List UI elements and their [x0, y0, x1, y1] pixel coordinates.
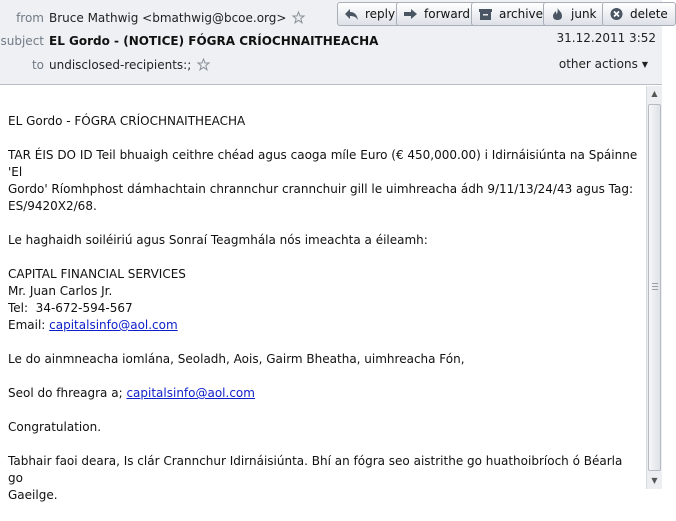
contact-block [8, 266, 638, 334]
reply-prefix: Seol do fhreagra a; [8, 386, 127, 400]
reply-arrow-icon [344, 7, 359, 21]
junk-button[interactable] [543, 2, 605, 26]
message-paragraph: TAR ÉIS DO ID Teil bhuaigh ceithre chéad agus caoga míle Euro (€ 450,000.00) i Idirnáisiúnta na Spáinne 'El Gordo' Ríomhphost dámhachtain chrannchur crannchuir gill le uimhreacha ádh 9/11/13/24/43 agus Tag: ES/9420X2/68. [8, 148, 638, 213]
forward-arrow-icon [403, 7, 418, 21]
from-row [0, 8, 300, 28]
to-value[interactable] [49, 55, 210, 75]
reply-email-link[interactable]: capitalsinfo@aol.com [126, 386, 255, 400]
company-name: CAPITAL FINANCIAL SERVICES [8, 267, 186, 281]
message-paragraph: Le haghaidh soiléiriú agus Sonraí Teagmhála nós imeachta a éileamh: [8, 233, 428, 247]
other-actions-label: other actions [558, 57, 638, 71]
grip-line [652, 283, 658, 284]
from-address[interactable]: Bruce Mathwig <bmathwig@bcoe.org> [49, 11, 287, 25]
reply-label: reply [365, 7, 396, 21]
contact-name: Mr. Juan Carlos Jr. [8, 284, 113, 298]
vertical-scrollbar[interactable] [646, 86, 662, 489]
grip-line [652, 286, 658, 287]
forward-label: forward [424, 7, 471, 21]
subject-value: EL Gordo - (NOTICE) FÓGRA CRÍOCHNAITHEACHA [49, 34, 379, 48]
subject-row [0, 31, 500, 51]
forward-button[interactable] [396, 2, 478, 26]
star-icon[interactable] [197, 58, 210, 71]
archive-box-icon [478, 7, 493, 21]
junk-flame-icon [550, 7, 565, 21]
reply-button[interactable] [337, 2, 403, 26]
message-paragraph: Le do ainmneacha iomlána, Seoladh, Aois, Gairm Bheatha, uimhreacha Fón, [8, 352, 465, 366]
star-icon[interactable] [292, 11, 305, 24]
message-date: 31.12.2011 3:52 [556, 31, 656, 45]
congratulation-text: Congratulation. [8, 420, 102, 434]
delete-label: delete [630, 7, 668, 21]
message-title: EL Gordo - FÓGRA CRÍOCHNAITHEACHA [8, 114, 246, 128]
junk-label: junk [571, 7, 597, 21]
scroll-down-arrow-icon[interactable]: ▼ [651, 476, 658, 485]
chevron-down-icon: ▼ [641, 60, 648, 69]
message-text [8, 113, 638, 521]
archive-label: archive [499, 7, 544, 21]
to-label: to [31, 58, 44, 72]
other-actions-menu[interactable] [559, 57, 648, 71]
archive-button[interactable] [471, 2, 551, 26]
scroll-up-arrow-icon[interactable]: ▲ [651, 89, 658, 98]
scrollbar-thumb[interactable] [648, 104, 661, 471]
to-address[interactable]: undisclosed-recipients:; [49, 58, 192, 72]
delete-icon [609, 7, 624, 21]
message-body [0, 86, 646, 502]
message-paragraph: Tabhair faoi deara, Is clár Crannchur Idirnáisiúnta. Bhí an fógra seo aistrithe go huathoibríoch ó Béarla go Gaeilge. [8, 454, 623, 502]
to-row [0, 55, 300, 75]
contact-tel: Tel: 34-672-594-567 [8, 301, 133, 315]
subject-label: subject [0, 34, 44, 48]
email-label: Email: [8, 318, 50, 332]
email-link[interactable]: capitalsinfo@aol.com [49, 318, 178, 332]
delete-button[interactable] [602, 2, 676, 26]
from-label: from [16, 11, 44, 25]
reply-instruction [8, 385, 638, 402]
grip-line [652, 289, 658, 290]
message-header [0, 0, 668, 85]
from-value[interactable] [49, 8, 305, 28]
